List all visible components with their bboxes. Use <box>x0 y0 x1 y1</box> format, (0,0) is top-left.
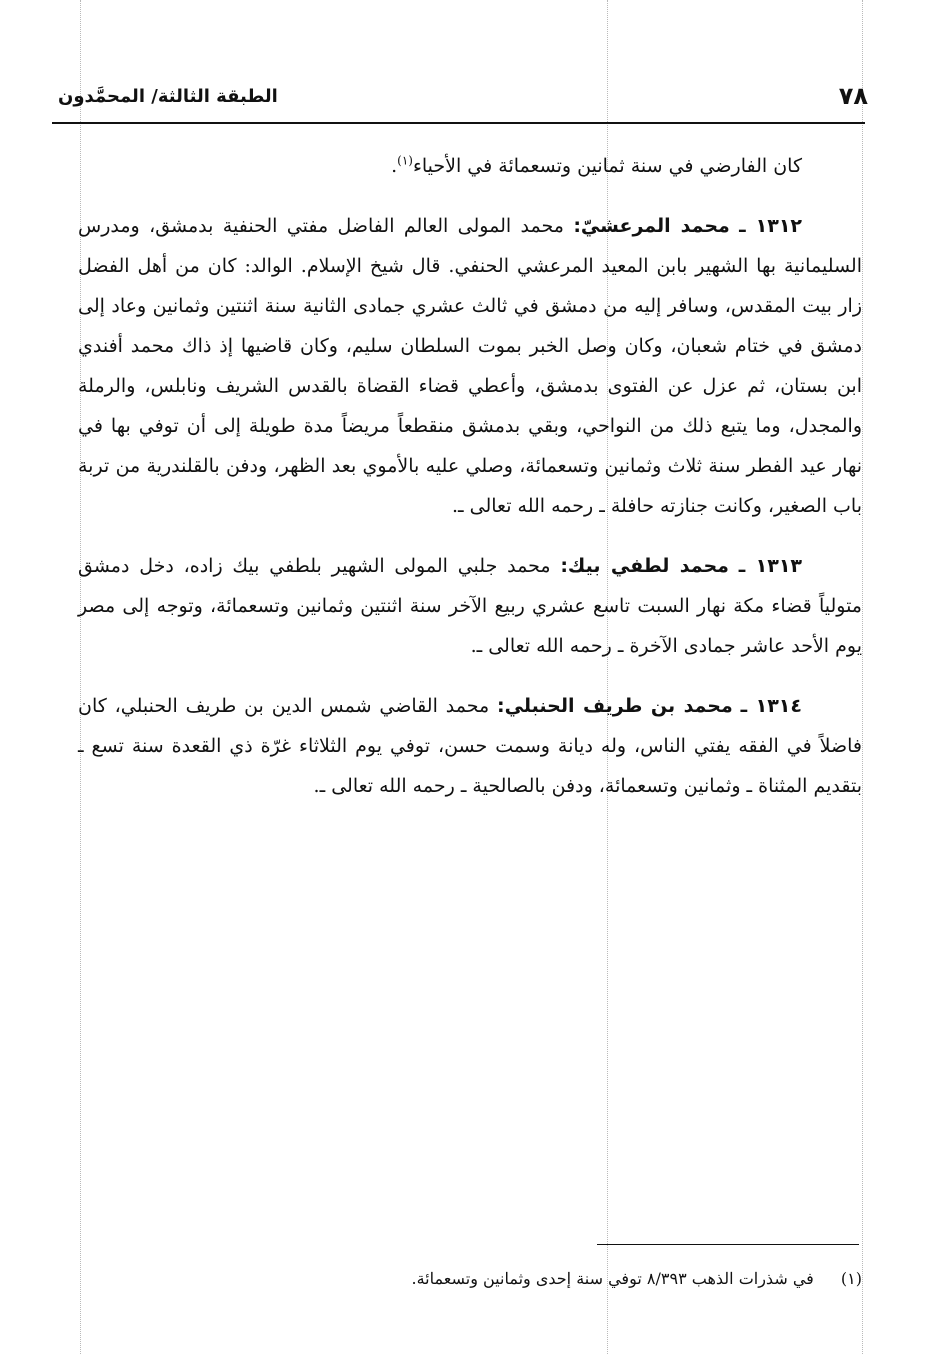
page-number: ٧٨ <box>838 82 868 110</box>
footnote-rule <box>597 1244 859 1245</box>
continuation-paragraph <box>78 146 862 186</box>
entry-text: محمد القاضي شمس الدين بن طريف الحنبلي، كان فاضلاً في الفقه يفتي الناس، وله ديانة وسمت حسن، توفي يوم الثلاثاء غرّة ذي القعدة سنة تسع ـ بتقديم المثناة ـ وثمانين وتسعمائة، ودفن بالصالحية ـ رحمه الله تعالى ـ. <box>78 695 862 797</box>
biography-entry <box>78 206 862 526</box>
paragraph-text: كان الفارضي في سنة ثمانين وتسعمائة في الأحياء <box>412 155 802 177</box>
entry-number: ١٣١٤ ـ <box>740 695 802 717</box>
main-text <box>78 146 862 806</box>
biography-entry <box>78 546 862 666</box>
footnote-text: في شذرات الذهب ٨/٣٩٣ توفي سنة إحدى وثمانين وتسعمائة. <box>411 1269 814 1288</box>
footnote-reference: (١) <box>397 153 413 168</box>
page-header <box>58 80 868 120</box>
paragraph-tail: . <box>391 155 398 177</box>
scan-guide-line <box>862 0 863 1354</box>
entry-text: محمد المولى العالم الفاضل مفتي الحنفية بدمشق، ومدرس السليمانية بها الشهير بابن المعيد المرعشي الحنفي. قال شيخ الإسلام. الوالد: كان من أهل الفضل زار بيت المقدس، وسافر إليه من دمشق في ثالث عشري جمادى الثانية سنة اثنتين وثمانين وعاد إلى دمشق في ختام شعبان، وكان وصل الخبر بموت السلطان سليم، وكان قاضيها إذ ذاك محمد أفندي ابن بستان، ثم عزل عن الفتوى بدمشق، وأعطي قضاء القضاة بالقدس الشريف ونابلس، والرملة والمجدل، وما يتبع ذلك من النواحي، وبقي بدمشق منقطعاً مريضاً مدة طويلة إلى أن توفي بها في نهار عيد الفطر سنة ثلاث وثمانين وتسعمائة، وصلي عليه بالأموي بعد الظهر، ودفن بالقلندرية من تربة باب الصغير، وكانت جنازته حافلة ـ رحمه الله تعالى ـ. <box>78 215 862 517</box>
running-title: الطبقة الثالثة/ المحمَّدون <box>58 86 278 107</box>
entry-number: ١٣١٣ ـ <box>738 555 803 577</box>
footnote-marker: (١) <box>840 1269 862 1288</box>
entry-name: محمد المرعشيّ: <box>573 215 730 237</box>
footnote <box>300 1266 862 1292</box>
header-rule <box>52 122 865 124</box>
entry-number: ١٣١٢ ـ <box>739 215 803 237</box>
entry-text: محمد جلبي المولى الشهير بلطفي بيك زاده، دخل دمشق متولياً قضاء مكة نهار السبت تاسع عشري ربيع الآخر سنة اثنتين وثمانين وتسعمائة، وتوجه إلى مصر يوم الأحد عاشر جمادى الآخرة ـ رحمه الله تعالى ـ. <box>78 555 862 657</box>
biography-entry <box>78 686 862 806</box>
entry-name: محمد لطفي بيك: <box>560 555 729 577</box>
entry-name: محمد بن طريف الحنبلي: <box>497 695 733 717</box>
